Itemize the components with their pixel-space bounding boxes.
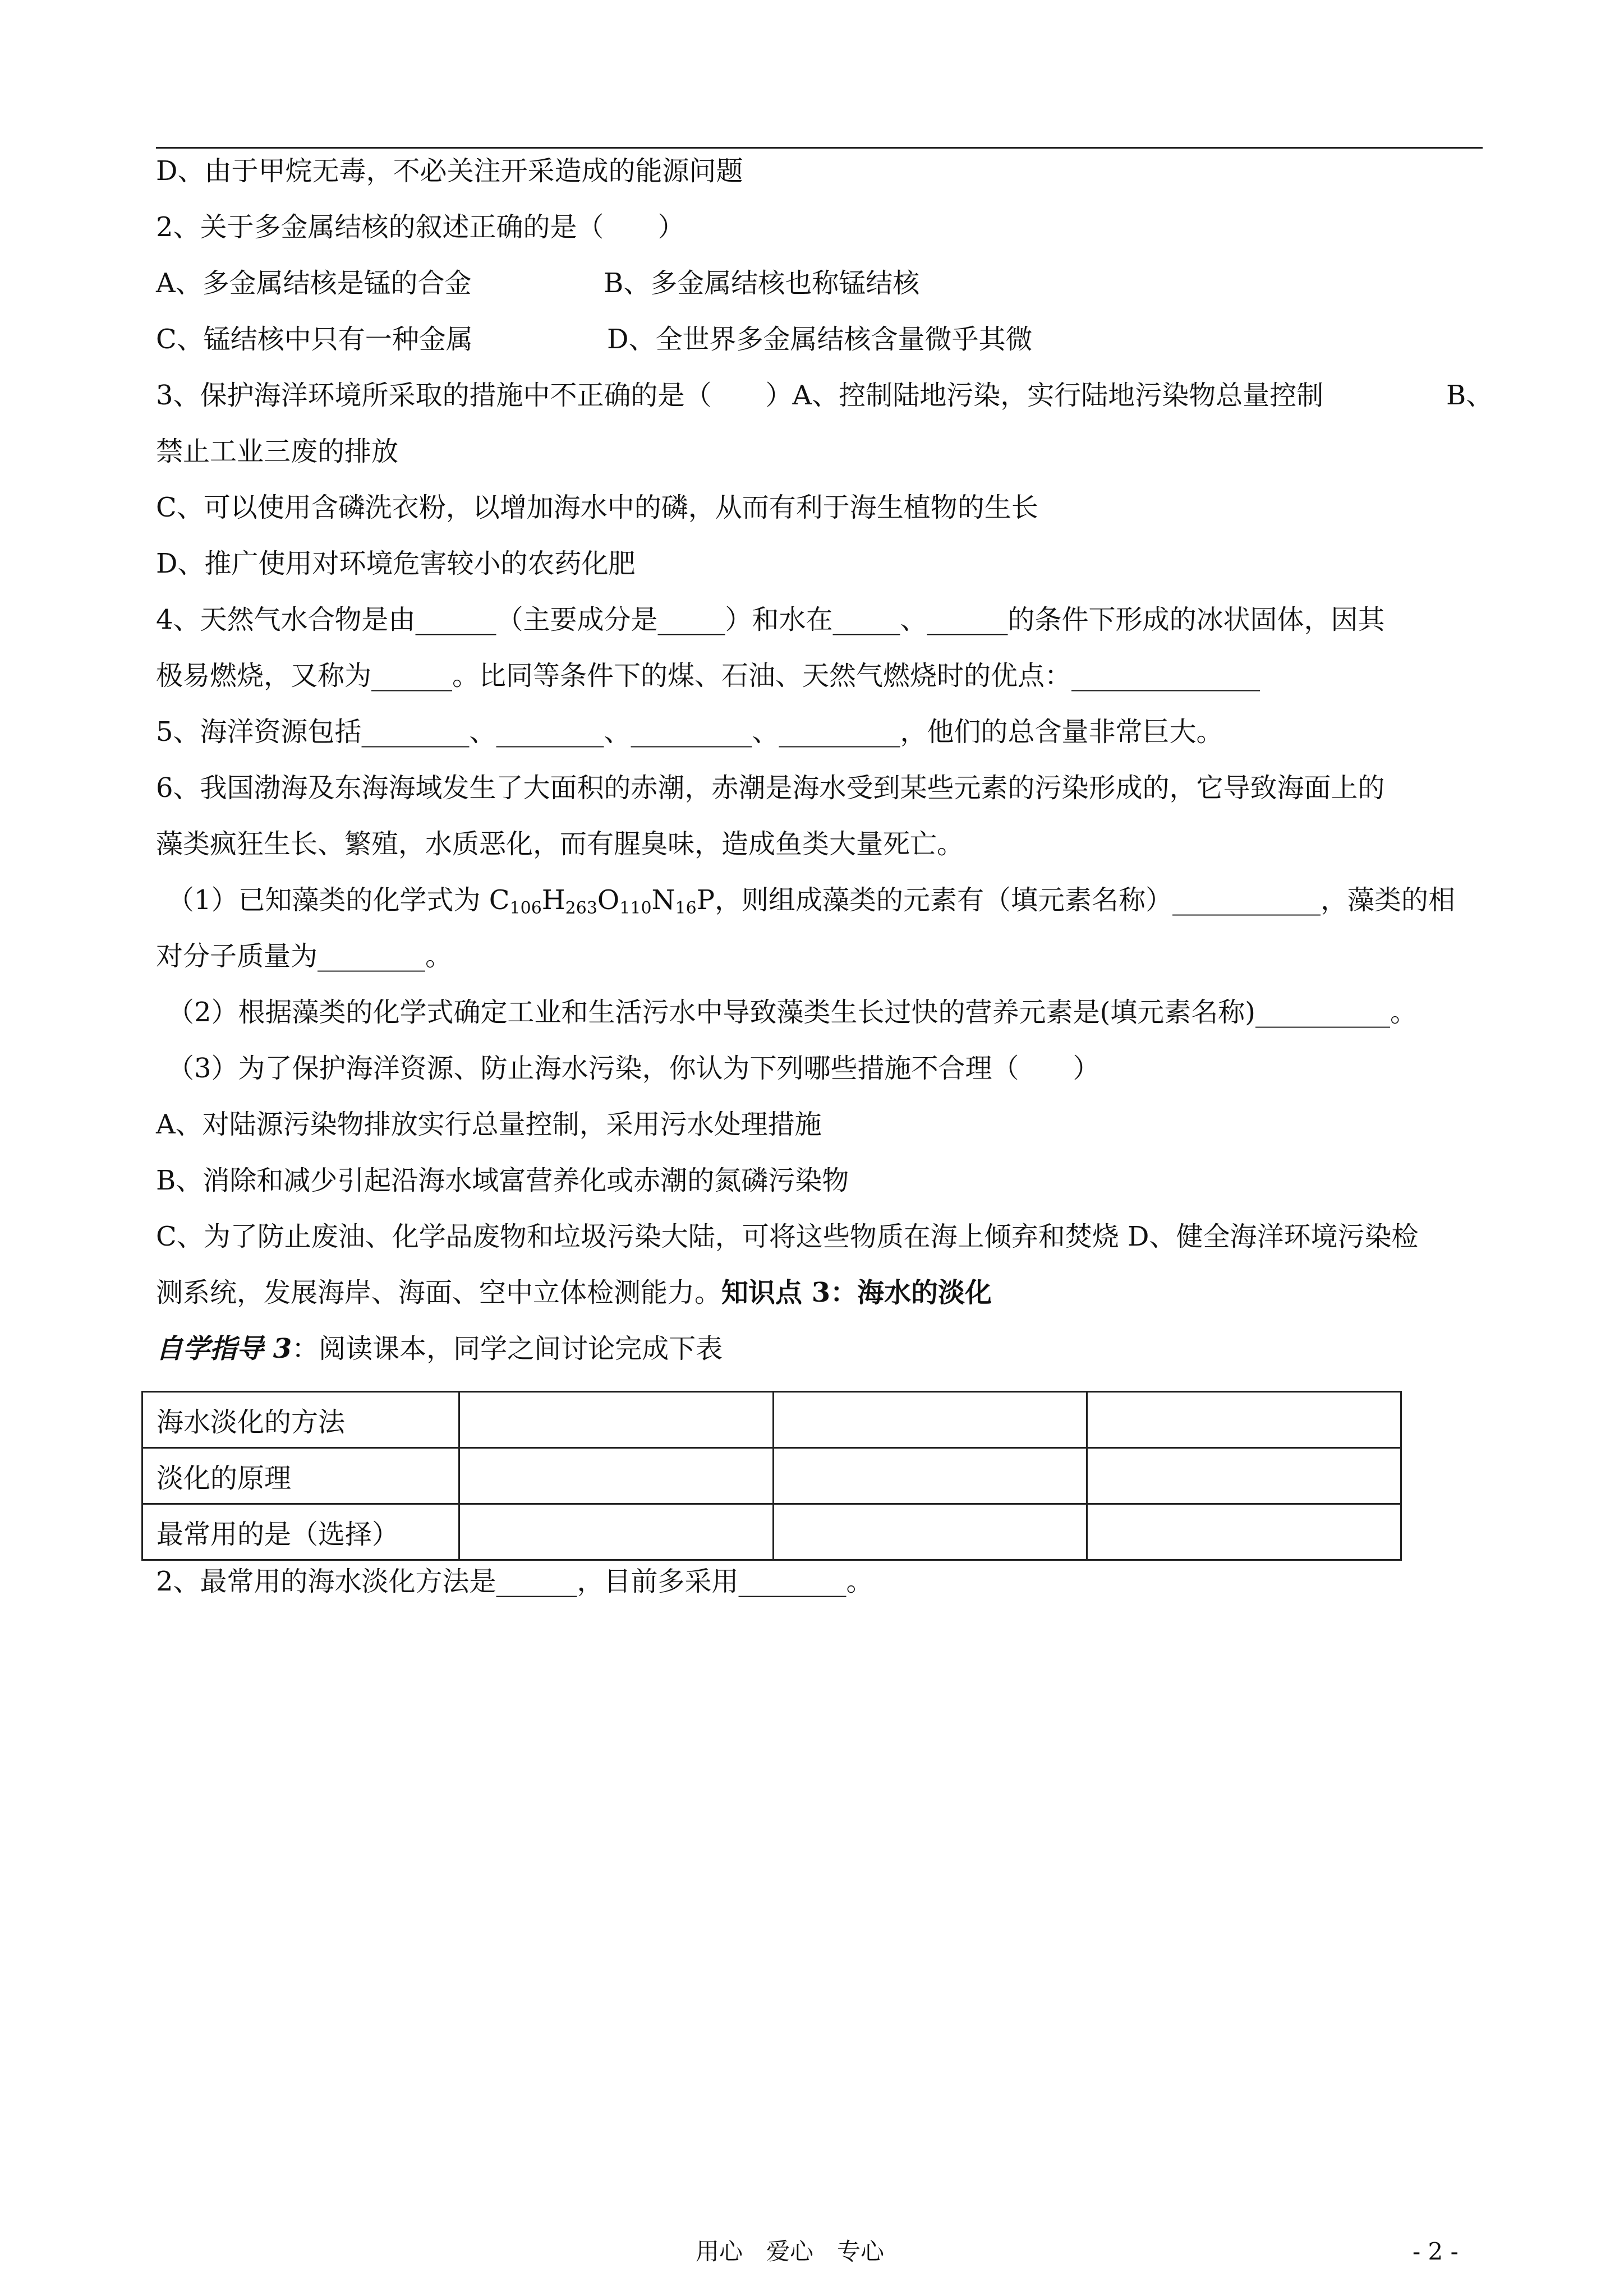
question-6-part-2: （2）根据藻类的化学式确定工业和生活污水中导致藻类生长过快的营养元素是(填元素名称)__________。 — [167, 997, 1417, 1028]
question-4-line-1: 4、天然气水合物是由______（主要成分是_____）和水在_____、______的条件下形成的冰状固体，因其 — [156, 604, 1385, 635]
question-3-option-b-label: B、 — [1446, 380, 1493, 411]
question-6-line-2: 藻类疯狂生长、繁殖，水质恶化，而有腥臭味，造成鱼类大量死亡。 — [156, 828, 964, 860]
self-study-guide-label: 自学指导 3 — [156, 1333, 292, 1364]
question-3-option-c: C、可以使用含磷洗衣粉，以增加海水中的磷，从而有利于海生植物的生长 — [156, 492, 1038, 523]
table-row — [142, 1392, 1401, 1448]
self-study-guide — [156, 1332, 1491, 1366]
part-1-intro: （1）已知藻类的化学式为 C — [167, 884, 510, 916]
part-1-rest: P，则组成藻类的元素有（填元素名称）___________，藻类的相 — [696, 884, 1456, 916]
part-3-option-b: B、消除和减少引起沿海水域富营养化或赤潮的氮磷污染物 — [156, 1165, 849, 1196]
option-d-text: 测系统，发展海岸、海面、空中立体检测能力。 — [156, 1277, 722, 1308]
desalination-question-2: 2、最常用的海水淡化方法是______，目前多采用________。 — [156, 1566, 873, 1597]
option-b: B、多金属结核也称锰结核 — [604, 268, 920, 299]
question-1-option-d: D、由于甲烷无毒，不必关注开采造成的能源问题 — [156, 155, 743, 187]
desalination-table — [141, 1391, 1402, 1561]
nitrogen-symbol: N — [651, 884, 675, 916]
table-row-label: 淡化的原理 — [142, 1448, 459, 1504]
header-rule — [156, 147, 1483, 149]
table-row-label: 海水淡化的方法 — [142, 1392, 459, 1448]
part-3-option-c: C、为了防止废油、化学品废物和垃圾污染大陆，可将这些物质在海上倾弃和焚烧 D、健全海洋环境污染检 — [156, 1221, 1419, 1252]
nitrogen-subscript: 16 — [675, 898, 697, 918]
part-3-option-a: A、对陆源污染物排放实行总量控制，采用污水处理措施 — [156, 1109, 822, 1140]
footer-motto: 用心 爱心 专心 — [696, 2238, 885, 2265]
self-study-guide-text: ：阅读课本，同学之间讨论完成下表 — [292, 1333, 723, 1364]
table-cell[interactable] — [459, 1392, 774, 1448]
option-d: D、全世界多金属结核含量微乎其微 — [607, 324, 1033, 355]
question-6-part-1-cont: 对分子质量为________。 — [156, 940, 453, 972]
question-5: 5、海洋资源包括________、________、_________、_________，他们的总含量非常巨大。 — [156, 716, 1223, 748]
table-cell[interactable] — [459, 1504, 774, 1560]
table-cell[interactable] — [1087, 1448, 1401, 1504]
hydrogen-symbol: H — [541, 884, 565, 916]
oxygen-symbol: O — [597, 884, 620, 916]
oxygen-subscript: 110 — [619, 898, 652, 918]
question-6-part-1 — [167, 883, 1502, 925]
question-3-option-d: D、推广使用对环境危害较小的农药化肥 — [156, 548, 636, 579]
table-row-label: 最常用的是（选择） — [142, 1504, 459, 1560]
question-4-line-2: 极易燃烧，又称为______。比同等条件下的煤、石油、天然气燃烧时的优点：______________ — [156, 660, 1260, 691]
table-cell[interactable] — [1087, 1392, 1401, 1448]
part-3-option-d-cont — [156, 1276, 1491, 1310]
table-cell[interactable] — [459, 1448, 774, 1504]
question-6-part-3: （3）为了保护海洋资源、防止海水污染，你认为下列哪些措施不合理（ ） — [167, 1053, 1100, 1084]
option-a: A、多金属结核是锰的合金 — [156, 268, 472, 299]
table-cell[interactable] — [1087, 1504, 1401, 1560]
table-cell[interactable] — [773, 1448, 1087, 1504]
question-3-option-b: 禁止工业三废的排放 — [156, 436, 399, 467]
page-number: - 2 - — [1413, 2238, 1459, 2265]
table-row — [142, 1504, 1401, 1560]
question-3-text: 3、保护海洋环境所采取的措施中不正确的是（ ）A、控制陆地污染，实行陆地污染物总量控制 — [156, 380, 1324, 411]
table-cell[interactable] — [773, 1504, 1087, 1560]
knowledge-point-3-heading: 知识点 3：海水的淡化 — [721, 1277, 992, 1308]
carbon-subscript: 106 — [509, 898, 542, 918]
table-row — [142, 1448, 1401, 1504]
table-cell[interactable] — [773, 1392, 1087, 1448]
question-6-line-1: 6、我国渤海及东海海域发生了大面积的赤潮，赤潮是海水受到某些元素的污染形成的，它导致海面上的 — [156, 772, 1385, 804]
hydrogen-subscript: 263 — [565, 898, 597, 918]
option-c: C、锰结核中只有一种金属 — [156, 324, 473, 355]
question-2-stem: 2、关于多金属结核的叙述正确的是（ ） — [156, 211, 685, 243]
